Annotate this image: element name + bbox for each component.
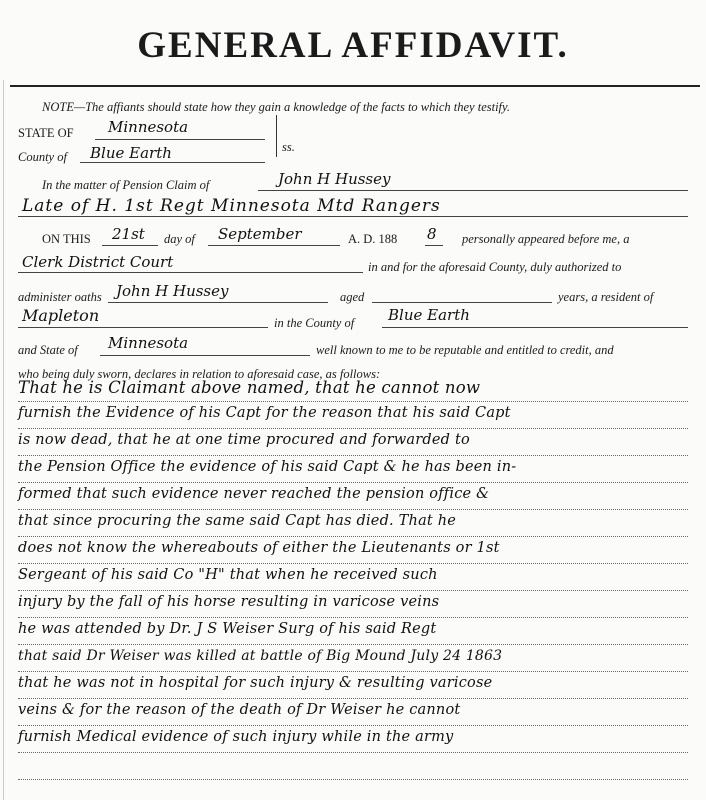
statement-line: does not know the whereabouts of either the Lieutenants or 1st [18, 540, 500, 556]
ss-label: ss. [282, 140, 295, 154]
statement-line: furnish the Evidence of his Capt for the reason that his said Capt [18, 405, 511, 421]
statement-line: injury by the fall of his horse resulting in varicose veins [18, 594, 440, 610]
ruled-line [18, 617, 688, 618]
statement-line: formed that such evidence never reached the pension office & [18, 486, 490, 502]
admin-label: administer oaths [18, 290, 102, 304]
claimant-value: John H Hussey [278, 170, 391, 188]
ruled-line [18, 455, 688, 456]
ruled-line [18, 725, 688, 726]
state-value: Minnesota [108, 118, 189, 136]
day-line [102, 245, 158, 246]
late-of-value: Late of H. 1st Regt Minnesota Mtd Rangers [22, 196, 441, 216]
matter-label: In the matter of Pension Claim of [42, 178, 210, 192]
officer-value: Clerk District Court [22, 253, 174, 271]
statement-line: is now dead, that he at one time procured and forwarded to [18, 432, 470, 448]
residence-line [18, 327, 268, 328]
state-line [95, 139, 265, 140]
day-of-label: day of [164, 232, 195, 246]
statement-line: he was attended by Dr. J S Weiser Surg of his said Regt [18, 621, 437, 637]
ruled-line [18, 428, 688, 429]
title-rule [10, 85, 700, 87]
month-line [208, 245, 340, 246]
ruled-line [18, 401, 688, 402]
appeared-label: personally appeared before me, a [462, 232, 630, 246]
year-line [425, 245, 443, 246]
aged-line [372, 302, 552, 303]
form-title: GENERAL AFFIDAVIT. [137, 25, 569, 66]
county-line [80, 162, 265, 163]
res-county-line [382, 327, 688, 328]
statement-line: furnish Medical evidence of such injury while in the army [18, 729, 454, 745]
affiant-value: John H Hussey [116, 282, 229, 300]
and-state-label: and State of [18, 343, 78, 357]
affiant-line [108, 302, 328, 303]
aforesaid-label: in and for the aforesaid County, duly authorized to [368, 260, 622, 274]
year-digit: 8 [427, 225, 437, 243]
aged-label: aged [340, 290, 365, 304]
county-label: County of [18, 150, 67, 164]
statement-line: that since procuring the same said Capt has died. That he [18, 513, 457, 529]
late-of-line [18, 216, 688, 217]
note-text: NOTE—The affiants should state how they gain a knowledge of the facts to which they testify. [42, 100, 511, 114]
ruled-line [18, 509, 688, 510]
sworn-label: who being duly sworn, declares in relation to aforesaid case, as follows: [18, 367, 381, 381]
state-label: STATE OF [18, 126, 74, 140]
officer-line [18, 272, 363, 273]
statement-line: the Pension Office the evidence of his said Capt & he has been in- [18, 459, 517, 475]
well-known-label: well known to me to be reputable and entitled to credit, and [316, 343, 614, 357]
county-value: Blue Earth [90, 144, 172, 162]
ruled-line [18, 698, 688, 699]
ruled-line [18, 482, 688, 483]
on-this-label: ON THIS [42, 232, 91, 246]
res-state-line [100, 355, 310, 356]
ad-label: A. D. 188 [348, 232, 398, 246]
page-edge [3, 80, 4, 800]
res-county-value: Blue Earth [388, 306, 470, 324]
ruled-line [18, 563, 688, 564]
statement-line: Sergeant of his said Co "H" that when he received such [18, 567, 438, 583]
statement-line: That he is Claimant above named, that he cannot now [18, 378, 481, 397]
ruled-line [18, 752, 688, 753]
ruled-line [18, 779, 688, 780]
claimant-line [258, 190, 688, 191]
month-value: September [218, 225, 302, 243]
day-value: 21st [112, 225, 145, 243]
statement-line: that he was not in hospital for such injury & resulting varicose [18, 675, 493, 691]
ruled-line [18, 590, 688, 591]
ruled-line [18, 644, 688, 645]
ruled-line [18, 536, 688, 537]
ruled-line [18, 671, 688, 672]
residence-value: Mapleton [22, 306, 100, 325]
in-county-label: in the County of [274, 316, 355, 330]
statement-line: veins & for the reason of the death of Dr Weiser he cannot [18, 702, 461, 718]
ss-brace [268, 115, 277, 157]
years-label: years, a resident of [558, 290, 654, 304]
res-state-value: Minnesota [108, 334, 189, 352]
statement-line: that said Dr Weiser was killed at battle of Big Mound July 24 1863 [18, 648, 503, 664]
